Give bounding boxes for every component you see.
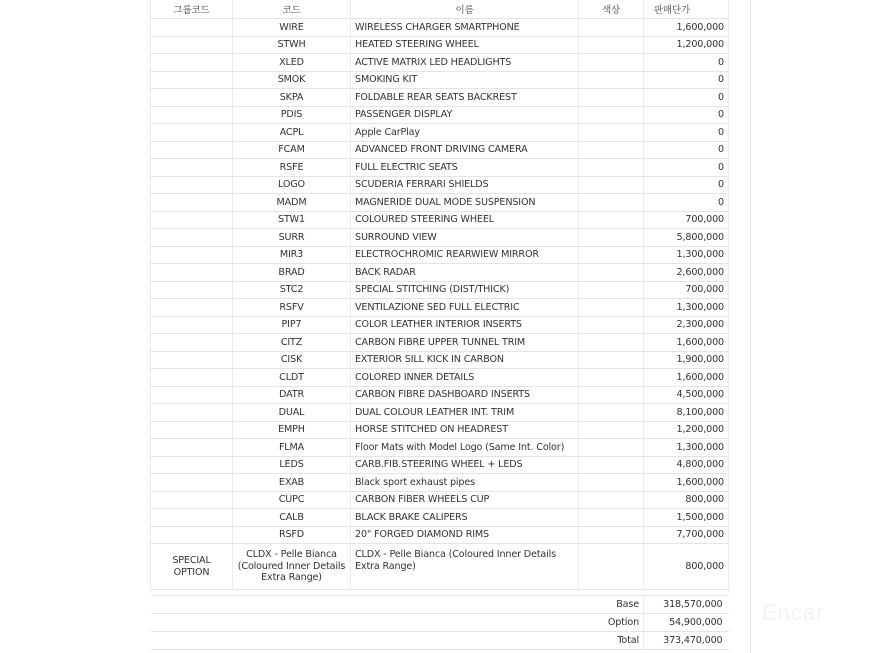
- code-cell: RSFD: [233, 526, 351, 544]
- color-cell: [579, 54, 644, 72]
- name-cell: SMOKING KIT: [351, 71, 579, 89]
- group-code-cell: [151, 229, 233, 247]
- group-code-cell: [151, 439, 233, 457]
- color-cell: [579, 194, 644, 212]
- color-cell: [579, 124, 644, 142]
- name-cell: ELECTROCHROMIC REARWIEW MIRROR: [351, 246, 579, 264]
- name-cell: CARBON FIBRE DASHBOARD INSERTS: [351, 386, 579, 404]
- group-code-cell: [151, 141, 233, 159]
- name-cell: COLORED INNER DETAILS: [351, 369, 579, 387]
- code-cell: STW1: [233, 211, 351, 229]
- table-row: [151, 246, 729, 264]
- name-cell: DUAL COLOUR LEATHER INT. TRIM: [351, 404, 579, 422]
- special-code-cell: CLDX - Pelle Bianca (Coloured Inner Details Extra Range): [233, 544, 351, 590]
- group-code-cell: [151, 281, 233, 299]
- table-row: [151, 491, 729, 509]
- name-cell: Black sport exhaust pipes: [351, 474, 579, 492]
- name-cell: SCUDERIA FERRARI SHIELDS: [351, 176, 579, 194]
- code-cell: CISK: [233, 351, 351, 369]
- table-row: [151, 404, 729, 422]
- table-row: [151, 89, 729, 107]
- color-cell: [579, 89, 644, 107]
- summary-row-total: [151, 632, 729, 650]
- name-cell: HORSE STITCHED ON HEADREST: [351, 421, 579, 439]
- price-cell: 0: [644, 89, 729, 107]
- header-unit-price: 판매단가: [644, 0, 729, 19]
- table-row: [151, 474, 729, 492]
- header-name: 이름: [351, 0, 579, 19]
- special-options-body: [151, 544, 729, 596]
- summary-label-total: Total: [151, 632, 644, 650]
- table-row: [151, 334, 729, 352]
- color-cell: [579, 71, 644, 89]
- price-cell: 4,500,000: [644, 386, 729, 404]
- color-cell: [579, 106, 644, 124]
- table-row: [151, 299, 729, 317]
- color-cell: [579, 439, 644, 457]
- code-cell: LEDS: [233, 456, 351, 474]
- code-cell: MADM: [233, 194, 351, 212]
- code-cell: SURR: [233, 229, 351, 247]
- price-cell: 0: [644, 71, 729, 89]
- special-name-cell: CLDX - Pelle Bianca (Coloured Inner Details Extra Range): [351, 544, 579, 590]
- color-cell: [579, 19, 644, 37]
- color-cell: [579, 474, 644, 492]
- color-cell: [579, 159, 644, 177]
- code-cell: CALB: [233, 509, 351, 527]
- name-cell: ACTIVE MATRIX LED HEADLIGHTS: [351, 54, 579, 72]
- name-cell: CARB.FIB.STEERING WHEEL + LEDS: [351, 456, 579, 474]
- code-cell: XLED: [233, 54, 351, 72]
- code-cell: EMPH: [233, 421, 351, 439]
- price-cell: 1,600,000: [644, 369, 729, 387]
- code-cell: MIR3: [233, 246, 351, 264]
- color-cell: [579, 176, 644, 194]
- price-cell: 1,300,000: [644, 246, 729, 264]
- table-row: [151, 229, 729, 247]
- name-cell: FULL ELECTRIC SEATS: [351, 159, 579, 177]
- group-code-cell: [151, 106, 233, 124]
- color-cell: [579, 36, 644, 54]
- table-row: [151, 264, 729, 282]
- code-cell: RSFE: [233, 159, 351, 177]
- table-row: [151, 194, 729, 212]
- code-cell: STWH: [233, 36, 351, 54]
- watermark-logo: Encar: [762, 600, 825, 625]
- table-row: [151, 281, 729, 299]
- group-code-cell: [151, 509, 233, 527]
- table-row: [151, 439, 729, 457]
- color-cell: [579, 351, 644, 369]
- color-cell: [579, 491, 644, 509]
- group-code-cell: [151, 491, 233, 509]
- price-cell: 1,600,000: [644, 474, 729, 492]
- table-row: [151, 421, 729, 439]
- price-cell: 1,500,000: [644, 509, 729, 527]
- price-cell: 0: [644, 54, 729, 72]
- price-cell: 0: [644, 194, 729, 212]
- color-cell: [579, 334, 644, 352]
- color-cell: [579, 281, 644, 299]
- price-cell: 0: [644, 176, 729, 194]
- color-cell: [579, 386, 644, 404]
- color-cell: [579, 264, 644, 282]
- code-cell: EXAB: [233, 474, 351, 492]
- price-cell: 1,300,000: [644, 299, 729, 317]
- code-cell: CUPC: [233, 491, 351, 509]
- group-code-cell: [151, 159, 233, 177]
- name-cell: ADVANCED FRONT DRIVING CAMERA: [351, 141, 579, 159]
- color-cell: [579, 316, 644, 334]
- name-cell: VENTILAZIONE SED FULL ELECTRIC: [351, 299, 579, 317]
- price-cell: 2,600,000: [644, 264, 729, 282]
- group-code-cell: [151, 386, 233, 404]
- price-cell: 1,200,000: [644, 421, 729, 439]
- name-cell: BACK RADAR: [351, 264, 579, 282]
- table-row: [151, 316, 729, 334]
- price-cell: 8,100,000: [644, 404, 729, 422]
- code-cell: PDIS: [233, 106, 351, 124]
- table-row: [151, 456, 729, 474]
- color-cell: [579, 456, 644, 474]
- code-cell: ACPL: [233, 124, 351, 142]
- header-group-code: 그룹코드: [151, 0, 233, 19]
- price-cell: 800,000: [644, 491, 729, 509]
- code-cell: LOGO: [233, 176, 351, 194]
- group-code-cell: [151, 474, 233, 492]
- color-cell: [579, 404, 644, 422]
- price-cell: 700,000: [644, 211, 729, 229]
- group-code-cell: [151, 71, 233, 89]
- color-cell: [579, 369, 644, 387]
- color-cell: [579, 509, 644, 527]
- table-row: [151, 526, 729, 544]
- name-cell: FOLDABLE REAR SEATS BACKREST: [351, 89, 579, 107]
- table-row: [151, 211, 729, 229]
- group-code-cell: [151, 404, 233, 422]
- options-table: [150, 0, 729, 650]
- group-code-cell: [151, 264, 233, 282]
- price-cell: 0: [644, 141, 729, 159]
- color-cell: [579, 211, 644, 229]
- code-cell: DUAL: [233, 404, 351, 422]
- summary-value-total: 373,470,000: [644, 632, 729, 650]
- table-row: [151, 369, 729, 387]
- group-code-cell: [151, 316, 233, 334]
- name-cell: CARBON FIBER WHEELS CUP: [351, 491, 579, 509]
- special-option-row: [151, 544, 729, 590]
- table-row: [151, 106, 729, 124]
- group-code-cell: [151, 19, 233, 37]
- code-cell: CLDT: [233, 369, 351, 387]
- table-row: [151, 351, 729, 369]
- color-cell: [579, 299, 644, 317]
- code-cell: PIP7: [233, 316, 351, 334]
- code-cell: FCAM: [233, 141, 351, 159]
- color-cell: [579, 229, 644, 247]
- group-code-cell: [151, 246, 233, 264]
- special-price-cell: 800,000: [644, 544, 729, 590]
- color-cell: [579, 141, 644, 159]
- name-cell: Floor Mats with Model Logo (Same Int. Color): [351, 439, 579, 457]
- price-cell: 1,200,000: [644, 36, 729, 54]
- name-cell: 20" FORGED DIAMOND RIMS: [351, 526, 579, 544]
- group-code-cell: [151, 54, 233, 72]
- table-row: [151, 509, 729, 527]
- table-row: [151, 176, 729, 194]
- options-table-body: [151, 19, 729, 544]
- price-cell: 700,000: [644, 281, 729, 299]
- price-cell: 4,800,000: [644, 456, 729, 474]
- summary-row-base: [151, 596, 729, 614]
- price-cell: 1,600,000: [644, 334, 729, 352]
- code-cell: RSFV: [233, 299, 351, 317]
- summary-value-base: 318,570,000: [644, 596, 729, 614]
- table-row: [151, 19, 729, 37]
- special-color-cell: [579, 544, 644, 590]
- group-code-cell: [151, 421, 233, 439]
- group-code-cell: [151, 369, 233, 387]
- group-code-cell: [151, 526, 233, 544]
- table-row: [151, 124, 729, 142]
- header-row: [151, 0, 729, 19]
- name-cell: Apple CarPlay: [351, 124, 579, 142]
- summary-label-option: Option: [151, 614, 644, 632]
- group-code-cell: [151, 124, 233, 142]
- summary-row-option: [151, 614, 729, 632]
- group-code-cell: [151, 89, 233, 107]
- code-cell: STC2: [233, 281, 351, 299]
- name-cell: EXTERIOR SILL KICK IN CARBON: [351, 351, 579, 369]
- price-cell: 0: [644, 124, 729, 142]
- color-cell: [579, 526, 644, 544]
- name-cell: BLACK BRAKE CALIPERS: [351, 509, 579, 527]
- price-cell: 1,900,000: [644, 351, 729, 369]
- summary-body: [151, 596, 729, 650]
- name-cell: SPECIAL STITCHING (DIST/THICK): [351, 281, 579, 299]
- code-cell: FLMA: [233, 439, 351, 457]
- name-cell: CARBON FIBRE UPPER TUNNEL TRIM: [351, 334, 579, 352]
- price-cell: 1,300,000: [644, 439, 729, 457]
- group-code-cell: [151, 299, 233, 317]
- color-cell: [579, 246, 644, 264]
- special-group-cell: SPECIAL OPTION: [151, 544, 233, 590]
- code-cell: DATR: [233, 386, 351, 404]
- table-row: [151, 54, 729, 72]
- price-cell: 0: [644, 159, 729, 177]
- option-price-sheet: [150, 0, 728, 650]
- code-cell: CITZ: [233, 334, 351, 352]
- name-cell: COLOR LEATHER INTERIOR INSERTS: [351, 316, 579, 334]
- color-cell: [579, 421, 644, 439]
- group-code-cell: [151, 351, 233, 369]
- code-cell: WIRE: [233, 19, 351, 37]
- table-row: [151, 36, 729, 54]
- price-cell: 7,700,000: [644, 526, 729, 544]
- table-row: [151, 159, 729, 177]
- price-cell: 1,600,000: [644, 19, 729, 37]
- table-row: [151, 71, 729, 89]
- table-row: [151, 141, 729, 159]
- name-cell: SURROUND VIEW: [351, 229, 579, 247]
- summary-label-base: Base: [151, 596, 644, 614]
- group-code-cell: [151, 176, 233, 194]
- name-cell: MAGNERIDE DUAL MODE SUSPENSION: [351, 194, 579, 212]
- header-code: 코드: [233, 0, 351, 19]
- group-code-cell: [151, 194, 233, 212]
- group-code-cell: [151, 334, 233, 352]
- code-cell: SKPA: [233, 89, 351, 107]
- price-cell: 5,800,000: [644, 229, 729, 247]
- code-cell: BRAD: [233, 264, 351, 282]
- name-cell: COLOURED STEERING WHEEL: [351, 211, 579, 229]
- header-color: 색상: [579, 0, 644, 19]
- group-code-cell: [151, 211, 233, 229]
- group-code-cell: [151, 456, 233, 474]
- group-code-cell: [151, 36, 233, 54]
- price-cell: 0: [644, 106, 729, 124]
- table-row: [151, 386, 729, 404]
- name-cell: WIRELESS CHARGER SMARTPHONE: [351, 19, 579, 37]
- price-cell: 2,300,000: [644, 316, 729, 334]
- name-cell: PASSENGER DISPLAY: [351, 106, 579, 124]
- summary-value-option: 54,900,000: [644, 614, 729, 632]
- code-cell: SMOK: [233, 71, 351, 89]
- name-cell: HEATED STEERING WHEEL: [351, 36, 579, 54]
- page-divider: [750, 0, 751, 653]
